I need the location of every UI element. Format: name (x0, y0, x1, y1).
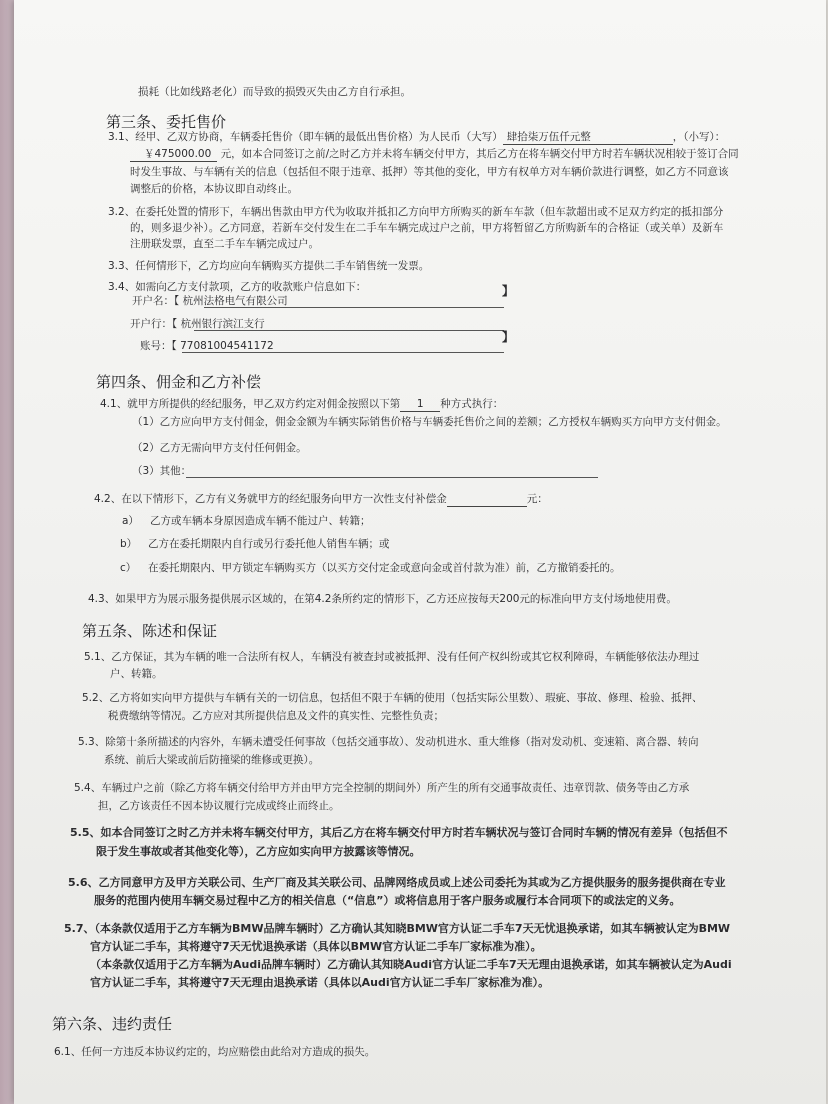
clause-3-1-line-2 (130, 148, 739, 162)
clause-5-7-line-1: 5.7、（本条款仅适用于乙方车辆为BMW品牌车辆时）乙方确认其知晓BMW官方认证二手车7天无忧退换承诺，如其车辆被认定为BMW (64, 922, 731, 935)
clause-5-5-line-2: 限于发生事故或者其他变化等），乙方应如实向甲方披露该等情况。 (96, 845, 421, 858)
clause-5-4-line-1: 5.4、车辆过户之前（除乙方将车辆交付给甲方并由甲方完全控制的期间外）所产生的所有交通事故责任、违章罚款、债务等由乙方承 (74, 782, 690, 794)
item-a-text: 乙方或车辆本身原因造成车辆不能过户、转籍； (150, 515, 371, 527)
clause-5-3-line-1: 5.3、除第十条所描述的内容外，车辆未遭受任何事故（包括交通事故）、发动机进水、重大维修（指对发动机、变速箱、离合器、转向 (78, 736, 699, 748)
price-words-blank (633, 131, 673, 145)
intro-line: 损耗（比如线路老化）而导致的损毁灭失由乙方自行承担。 (138, 86, 411, 98)
clause-3-1-line-4: 调整后的价格，本协议即自动终止。 (130, 183, 298, 195)
commission-option-number: 1 (400, 398, 440, 412)
clause-3-2-line-3: 注册联发票，直至二手车车辆完成过户。 (130, 238, 319, 250)
clause-3-2-line-2: 的，则多退少补）。乙方同意，若新车交付发生在二手车车辆完成过户之前，甲方将暂留乙方所购新车的合格证（或关单）及新车 (130, 222, 724, 234)
account-name-label: 开户名：【 (132, 295, 180, 307)
section-3-title: 第三条、委托售价 (106, 113, 227, 131)
clause-4-2 (94, 493, 548, 507)
clause-4-2-a (122, 515, 371, 528)
contract-page (14, 0, 826, 1104)
bank-underline (194, 330, 504, 331)
clause-3-1-line-3: 时发生事故、与车辆有关的信息（包括但不限于违章、抵押）等其他的变化，甲方有权单方对车辆价款进行调整，如乙方不同意该 (130, 166, 729, 178)
clause-5-1-line-2: 户、转籍。 (110, 668, 163, 680)
option-3-underline (186, 477, 598, 478)
clause-3-3: 3.3、任何情形下，乙方均应向车辆购买方提供二手车销售统一发票。 (108, 260, 430, 272)
clause-6-1: 6.1、任何一方违反本协议约定的，均应赔偿由此给对方造成的损失。 (54, 1046, 376, 1058)
bank-value: 杭州银行滨江支行 (180, 318, 265, 330)
clause-3-1-text-b: ，（小写）： (672, 131, 726, 143)
clause-5-2-line-1: 5.2、乙方将如实向甲方提供与车辆有关的一切信息，包括但不限于车辆的使用（包括实际公里数）、瑕疵、事故、修理、检验、抵押、 (82, 692, 703, 704)
commission-option-2: （2）乙方无需向甲方支付任何佣金。 (132, 442, 307, 454)
clause-4-2-text-b: 元： (526, 493, 548, 505)
clause-4-1 (100, 398, 503, 412)
item-c-marker: c） (120, 562, 137, 574)
account-number-underline (182, 352, 504, 353)
clause-3-1-text-a: 3.1、经甲、乙双方协商，车辆委托售价（即车辆的最低出售价格）为人民币（大写） (108, 131, 503, 143)
item-b-marker: b） (120, 538, 138, 550)
clause-5-5-line-1: 5.5、如本合同签订之时乙方并未将车辆交付甲方，其后乙方在将车辆交付甲方时若车辆状况与签订合同时车辆的情况有差异（包括但不 (70, 826, 728, 839)
item-c-text: 在委托期限内、甲方锁定车辆购买方（以买方交付定金或意向金或首付款为准）前，乙方撤销委托的。 (148, 562, 621, 574)
bank-label: 开户行：【 (130, 318, 178, 330)
price-in-words: 肆拾柒万伍仟元整 (503, 131, 633, 145)
clause-4-2-c (120, 562, 621, 575)
clause-4-2-text-a: 4.2、在以下情形下，乙方有义务就甲方的经纪服务向甲方一次性支付补偿金 (94, 493, 447, 505)
clause-4-2-b (120, 538, 390, 551)
account-number-bracket: 】 (502, 330, 515, 344)
account-name-bracket: 】 (502, 284, 515, 298)
section-5-title: 第五条、陈述和保证 (82, 622, 218, 640)
clause-5-6-line-2: 服务的范围内使用车辆交易过程中乙方的相关信息（“信息”）或将信息用于客户服务或履行本合同项下的或法定的义务。 (94, 894, 681, 907)
section-6-title: 第六条、违约责任 (52, 1015, 173, 1033)
clause-5-7-line-4: 官方认证二手车，其将遵守7天无理由退换承诺（具体以Audi官方认证二手车厂家标准为准）。 (90, 976, 550, 989)
clause-4-3: 4.3、如果甲方为展示服务提供展示区域的，在第4.2条所约定的情形下，乙方还应按每天200元的标准向甲方支付场地使用费。 (88, 593, 677, 605)
account-name-underline (204, 307, 504, 308)
clause-5-6-line-1: 5.6、乙方同意甲方及甲方关联公司、生产厂商及其关联公司、品牌网络成员或上述公司委托为其或为乙方提供服务的服务提供商在专业 (68, 876, 726, 889)
clause-3-2-line-1: 3.2、在委托处置的情形下，车辆出售款由甲方代为收取并抵扣乙方向甲方所购买的新车车款（但车款超出或不足双方约定的抵扣部分 (108, 206, 724, 218)
clause-5-1-line-1: 5.1、乙方保证，其为车辆的唯一合法所有权人，车辆没有被查封或被抵押、没有任何产权纠纷或其它权利障碍，车辆能够依法办理过 (84, 651, 700, 663)
clause-3-4: 3.4、如需向乙方支付款项，乙方的收款账户信息如下： (108, 281, 367, 293)
price-in-number: ￥475000.00 (130, 148, 217, 162)
item-b-text: 乙方在委托期限内自行或另行委托他人销售车辆；或 (148, 538, 390, 550)
item-a-marker: a） (122, 515, 139, 527)
clause-3-1-line-1 (108, 131, 725, 145)
account-number-value: 77081004541172 (180, 340, 274, 352)
commission-option-3: （3）其他： (132, 465, 192, 477)
account-name-value: 杭州法格电气有限公司 (182, 295, 288, 307)
clause-3-1-text-c: 元，如本合同签订之前/之时乙方并未将车辆交付甲方，其后乙方在将车辆交付甲方时若车辆状况相较于签订合同 (220, 148, 739, 160)
clause-5-7-line-3: （本条款仅适用于乙方车辆为Audi品牌车辆时）乙方确认其知晓Audi官方认证二手车7天无理由退换承诺，如其车辆被认定为Audi (90, 958, 732, 971)
clause-4-1-text-b: 种方式执行： (440, 398, 504, 410)
clause-5-2-line-2: 税费缴纳等情况。乙方应对其所提供信息及文件的真实性、完整性负责； (108, 710, 444, 722)
commission-option-1: （1）乙方应向甲方支付佣金，佣金金额为车辆实际销售价格与车辆委托售价之间的差额；乙方授权车辆购买方向甲方支付佣金。 (132, 416, 727, 428)
clause-4-1-text-a: 4.1、就甲方所提供的经纪服务，甲乙双方约定对佣金按照以下第 (100, 398, 401, 410)
clause-5-7-line-2: 官方认证二手车，其将遵守7天无忧退换承诺（具体以BMW官方认证二手车厂家标准为准）。 (90, 940, 542, 953)
clause-5-3-line-2: 系统、前后大梁或前后防撞梁的维修或更换）。 (104, 754, 320, 766)
compensation-blank (447, 493, 527, 507)
account-number-label: 账号：【 (140, 340, 177, 352)
clause-5-4-line-2: 担，乙方该责任不因本协议履行完成或终止而终止。 (98, 800, 340, 812)
section-4-title: 第四条、佣金和乙方补偿 (96, 373, 262, 391)
